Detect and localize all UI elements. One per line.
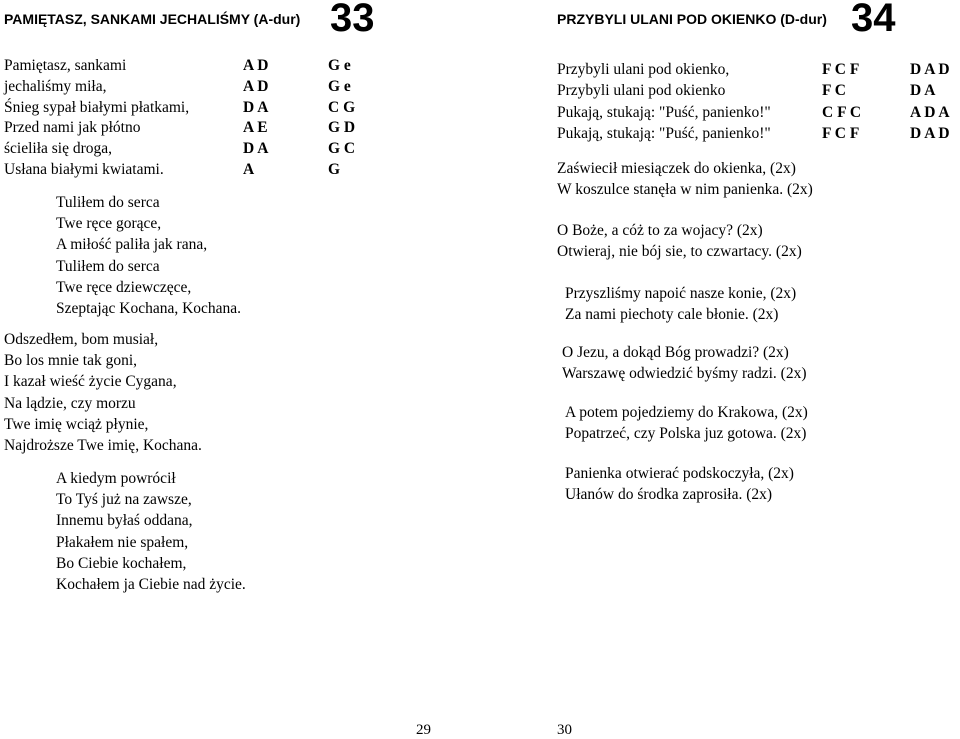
chord-label: D A xyxy=(910,82,936,100)
lyric-line: Pamiętasz, sankami xyxy=(4,57,127,74)
chord-label: D A xyxy=(243,98,269,116)
lyric-line: O Jezu, a dokąd Bóg prowadzi? (2x) xyxy=(562,344,789,361)
chorus-line: Tuliłem do serca xyxy=(56,194,160,211)
song-number-34: 34 xyxy=(851,0,896,40)
chord-label: D A D xyxy=(910,124,950,142)
lyric-line: Bo Ciebie kochałem, xyxy=(56,554,187,572)
lyric-line: Najdroższe Twe imię, Kochana. xyxy=(4,437,202,454)
chorus-line: Szeptając Kochana, Kochana. xyxy=(56,300,242,317)
chord-label: G e xyxy=(328,57,351,74)
lyric-line: Za nami piechoty cale błonie. (2x) xyxy=(565,306,779,324)
lyric-line: A kiedym powrócił xyxy=(56,470,176,487)
page-number-left: 29 xyxy=(416,722,431,738)
lyric-line: Przybyli ulani pod okienko, xyxy=(557,61,730,78)
lyric-line: Twe imię wciąż płynie, xyxy=(4,415,149,433)
chord-label: F C F xyxy=(822,124,860,142)
lyric-line: Przed nami jak płótno xyxy=(4,119,141,137)
lyric-line: Płakałem nie spałem, xyxy=(56,533,189,551)
lyric-line: Warszawę odwiedzić byśmy radzi. (2x) xyxy=(562,365,807,383)
chord-label: C G xyxy=(328,98,356,116)
lyric-line: A potem pojedziemy do Krakowa, (2x) xyxy=(565,404,808,421)
chord-label: F C F xyxy=(822,61,860,78)
lyric-line: jechaliśmy miła, xyxy=(4,77,107,95)
chord-label: C F C xyxy=(822,103,862,121)
chorus-line: A miłość paliła jak rana, xyxy=(56,236,208,254)
chord-label: A xyxy=(243,161,255,178)
lyric-line: Panienka otwierać podskoczyła, (2x) xyxy=(565,465,794,482)
lyric-line: Ułanów do środka zaprosiła. (2x) xyxy=(565,486,773,504)
chord-label: A D xyxy=(243,57,269,74)
lyric-line: I kazał wieść życie Cygana, xyxy=(4,373,177,391)
chord-label: G e xyxy=(328,77,351,95)
song-title-34: PRZYBYLI ULANI POD OKIENKO (D-dur) xyxy=(557,11,827,27)
chord-label: A E xyxy=(243,119,268,137)
chord-label: F C xyxy=(822,82,846,100)
lyric-line: Zaświecił miesiączek do okienka, (2x) xyxy=(557,160,796,177)
lyric-line: W koszulce stanęła w nim panienka. (2x) xyxy=(557,181,813,199)
lyric-line: Bo los mnie tak goni, xyxy=(4,352,138,370)
chorus-line: Tuliłem do serca xyxy=(56,257,160,275)
chorus-line: Twe ręce dziewczęce, xyxy=(56,278,192,296)
lyric-line: To Tyś już na zawsze, xyxy=(56,491,192,509)
chord-label: G C xyxy=(328,140,356,158)
lyric-line: Popatrzeć, czy Polska juz gotowa. (2x) xyxy=(565,425,807,443)
lyric-line: Otwieraj, nie bój sie, to czwartacy. (2x) xyxy=(557,243,802,261)
chord-label: G xyxy=(328,161,341,178)
lyric-line: Usłana białymi kwiatami. xyxy=(4,161,164,178)
lyric-line: Przybyli ulani pod okienko xyxy=(557,82,726,100)
lyric-line: Przyszliśmy napoić nasze konie, (2x) xyxy=(565,285,797,302)
lyric-line: Kochałem ja Ciebie nad życie. xyxy=(56,576,246,593)
chord-label: D A D xyxy=(910,61,950,78)
chorus-line: Twe ręce gorące, xyxy=(56,215,162,233)
song-title-33: PAMIĘTASZ, SANKAMI JECHALIŚMY (A-dur) xyxy=(4,11,301,27)
lyric-line: O Boże, a cóż to za wojacy? (2x) xyxy=(557,222,763,239)
chord-label: D A xyxy=(243,140,269,158)
chord-label: G D xyxy=(328,119,356,137)
lyric-line: Innemu byłaś oddana, xyxy=(56,512,193,530)
page-number-right: 30 xyxy=(557,722,572,738)
lyric-line: Pukają, stukają: "Puść, panienko!" xyxy=(557,103,771,121)
lyric-line: Śnieg sypał białymi płatkami, xyxy=(4,98,190,116)
lyric-line: ścieliła się droga, xyxy=(4,140,113,158)
lyric-line: Pukają, stukają: "Puść, panienko!" xyxy=(557,124,771,142)
lyric-line: Na lądzie, czy morzu xyxy=(4,394,136,412)
lyric-line: Odszedłem, bom musiał, xyxy=(4,331,159,348)
chord-label: A D xyxy=(243,77,269,95)
chord-label: A D A xyxy=(910,103,950,121)
song-number-33: 33 xyxy=(330,0,375,40)
